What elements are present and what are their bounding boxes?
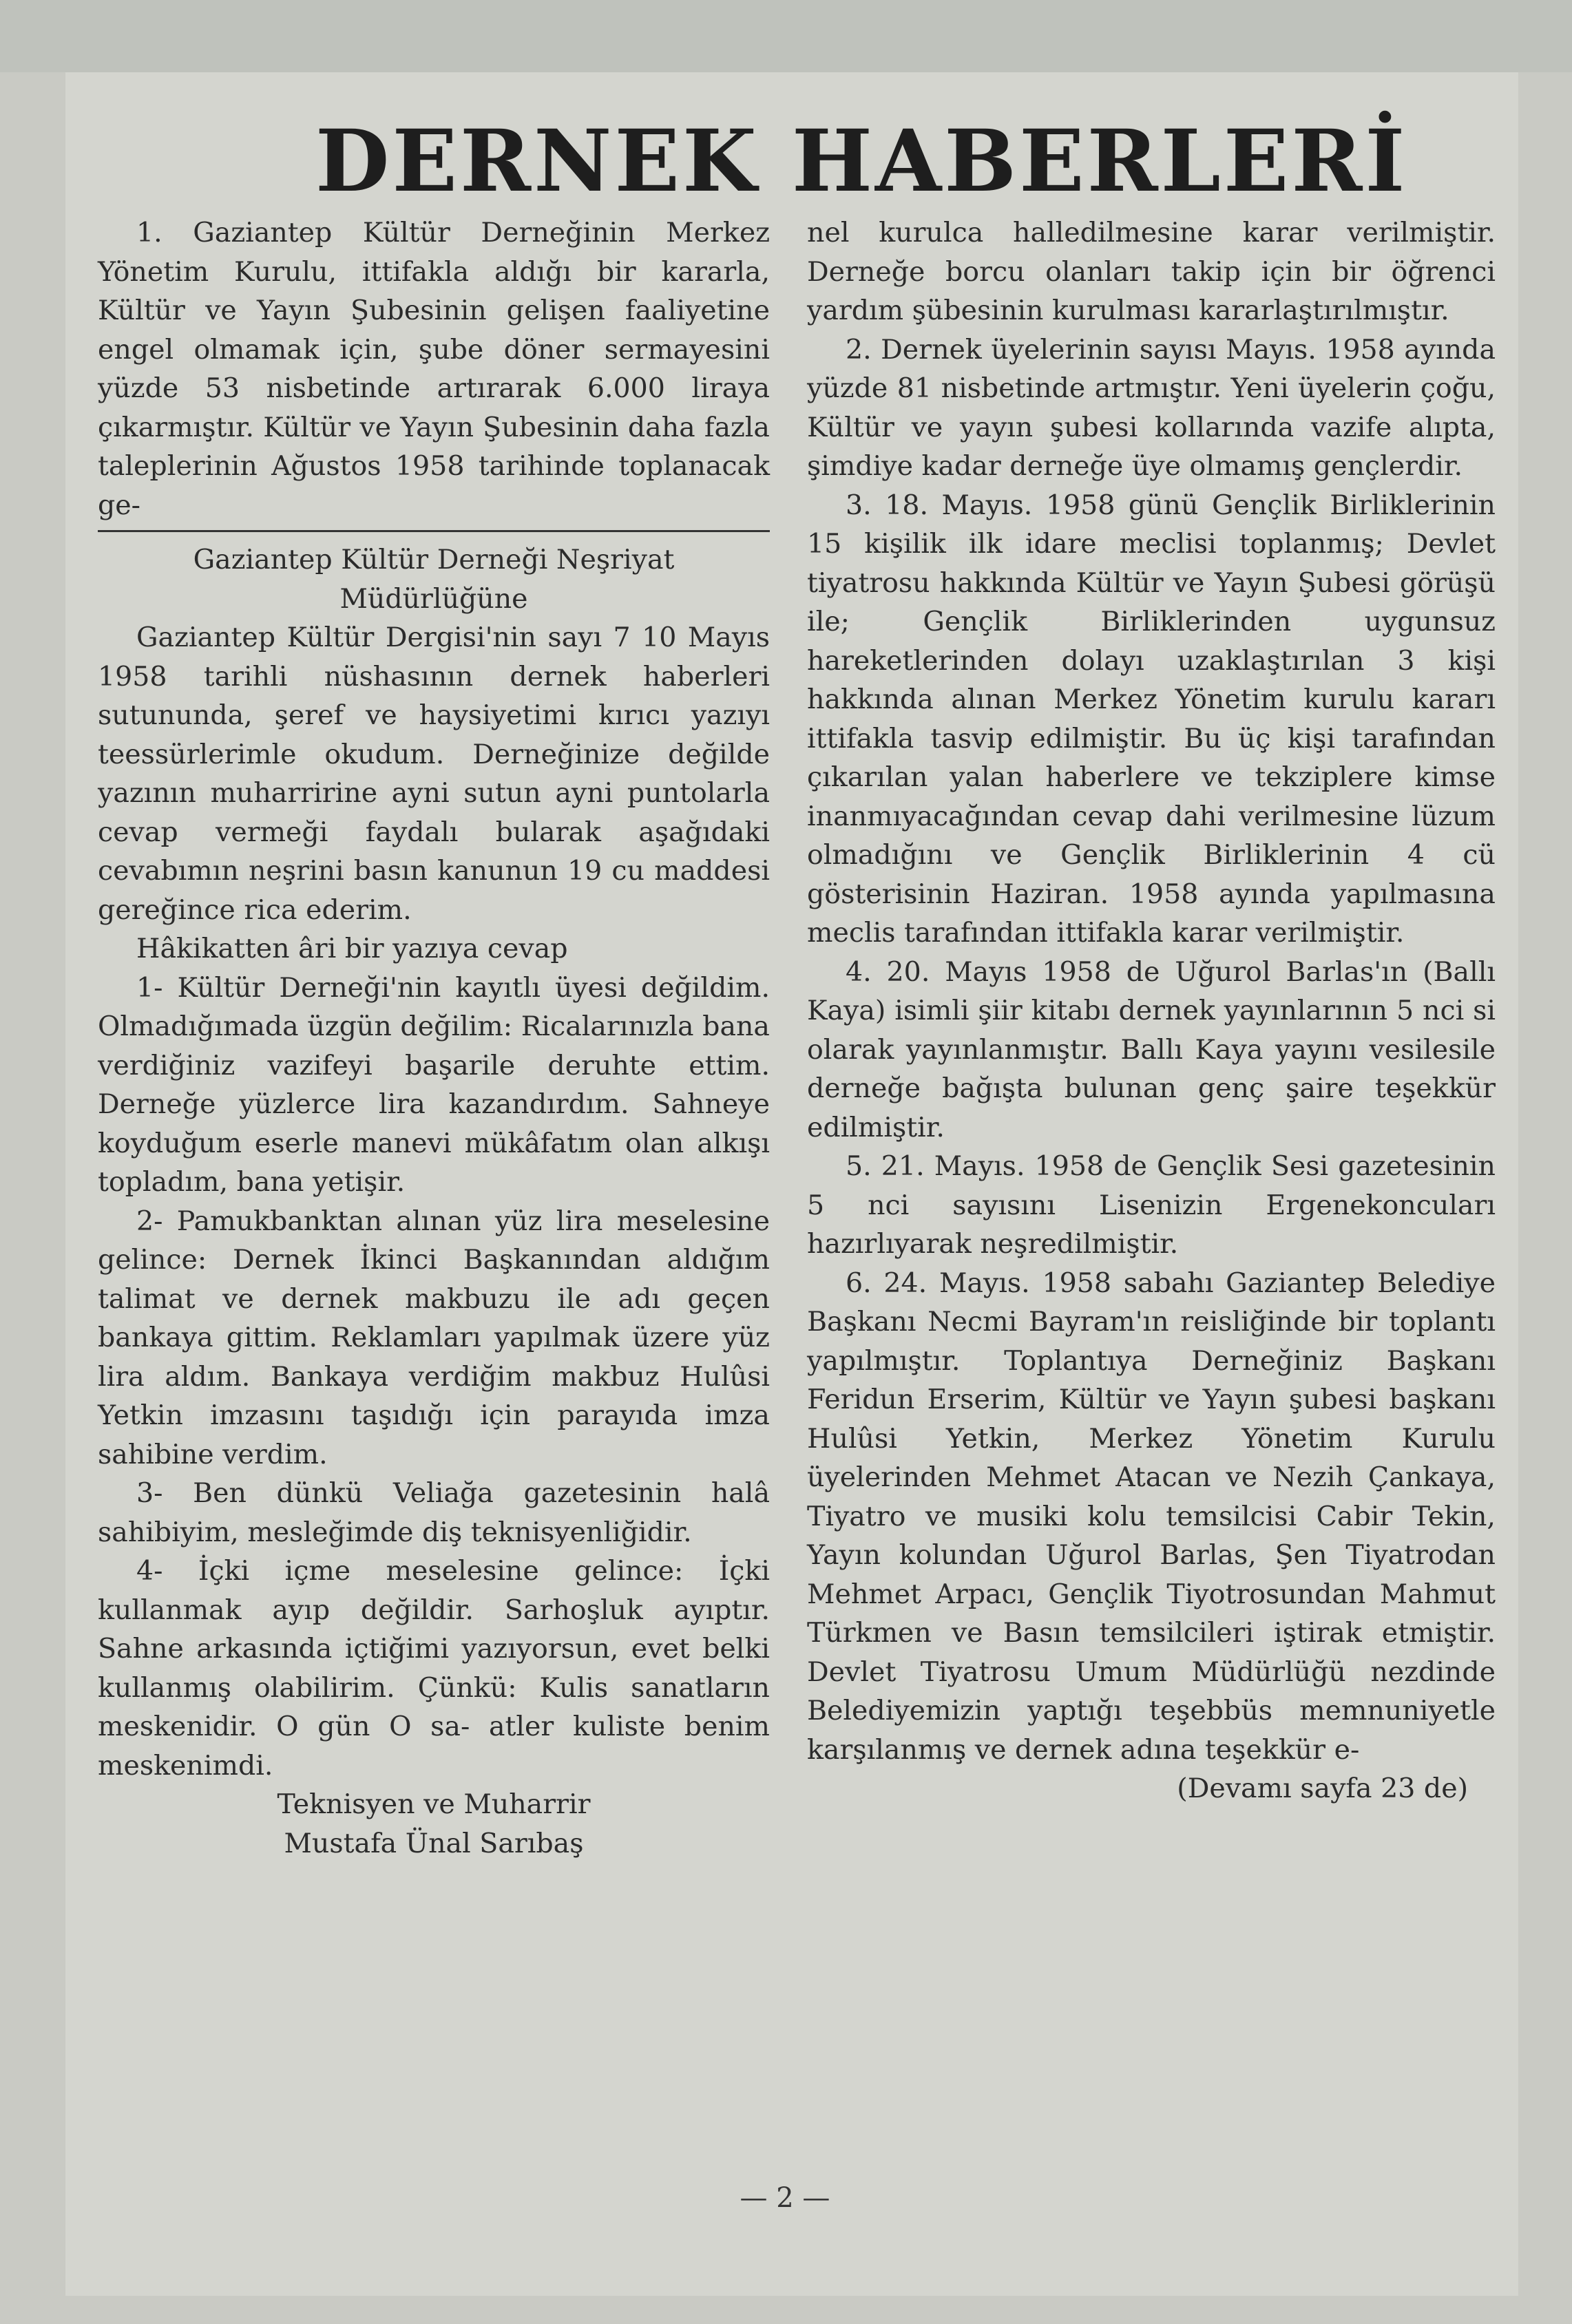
letter-point-1: 1- Kültür Derneği'nin kayıtlı üyesi değildim. Olmadığımada üzgün değilim: Ricalarınızla bana verdiğiniz vazifeyi başarile deruhte ettim. Derneğe yüzlerce lira kazandırdım. Sahneye koyduğum eserle manevi mükâfatım olan alkışı topladım, bana yetişir. [98,971,770,1198]
letter-subtitle: Hâkikatten âri bir yazıya cevap [136,933,568,964]
news-item-1: 1. Gaziantep Kültür Derneğinin Merkez Yönetim Kurulu, ittifakla aldığı bir kararla, Kültür ve Yayın Şubesinin gelişen faaliyetine engel olmamak için, şube döner sermayesini yüzde 53 nisbetinde artırarak 6.000 liraya çıkarmıştır. Kültür ve Yayın Şubesinin daha fazla taleplerinin Ağustos 1958 tarihinde toplanacak ge- [98,217,770,521]
news-item-2: 2. Dernek üyelerinin sayısı Mayıs. 1958 ayında yüzde 81 nisbetinde artmıştır. Yeni üyelerin çoğu, Kültür ve yayın şubesi kollarında vazife alıpta, şimdiye kadar derneğe üye olmamış gençlerdir. [807,333,1496,482]
scan-top-strip [0,0,1572,72]
page-number: — 2 — [740,2182,830,2214]
letter-paragraph: Gaziantep Kültür Dergisi'nin sayı 7 10 Mayıs 1958 tarihli nüshasının dernek haberleri sutununda, şeref ve haysiyetimi kırıcı yazıyı teessürlerimle okudum. Derneğinize değilde yazının muharririne ayni sutun ayni puntolarla cevap vermeği faydalı bularak aşağıdaki cevabımın neşrini basın kanunun 19 cu maddesi gereğince rica ederim. [98,622,770,926]
news-item-1-continued: nel kurulca halledilmesine karar verilmiştir. Derneğe borcu olanları takip için bir öğrenci yardım şübesinin kurulması kararlaştırılmıştır. [807,217,1496,326]
news-item-6: 6. 24. Mayıs. 1958 sabahı Gaziantep Belediye Başkanı Necmi Bayram'ın reisliğinde bir toplantı yapılmıştır. Toplantıya Derneğiniz Başkanı Feridun Erserim, Kültür ve Yayın şubesi başkanı Hulûsi Yetkin, Merkez Yönetim Kurulu üyelerinden Mehmet Atacan ve Nezih Çankaya, Tiyatro ve musiki kolu temsilcisi Cabir Tekin, Yayın kolundan Uğurol Barlas, Şen Tiyatrodan Mehmet Arpacı, Gençlik Tiyotrosundan Mahmut Türkmen ve Basın temsilcileri iştirak etmiştir. Devlet Tiyatrosu Umum Müdürlüğü nezdinde Belediyemizin yaptığı teşebbüs memnuniyetle karşılanmış ve dernek adına teşekkür e- [807,1267,1496,1766]
signature-title: Teknisyen ve Muharrir [277,1788,591,1820]
news-item-5: 5. 21. Mayıs. 1958 de Gençlik Sesi gazetesinin 5 nci sayısını Lisenizin Ergenekoncuları hazırlıyarak neşredilmiştir. [807,1150,1496,1260]
news-item-4: 4. 20. Mayıs 1958 de Uğurol Barlas'ın (Ballı Kaya) isimli şiir kitabı dernek yayınlarının 5 nci si olarak yayınlanmıştır. Ballı Kaya yayını vesilesile derneğe bağışta bulunan genç şaire teşekkür edilmiştir. [807,955,1496,1143]
left-column [98,213,770,1863]
section-divider [98,530,770,532]
continued-note: (Devamı sayfa 23 de) [1177,1773,1468,1804]
letter-heading: Gaziantep Kültür Derneği Neşriyat Müdürlüğüne [193,544,675,615]
letter-point-3: 3- Ben dünkü Veliağa gazetesinin halâ sahibiyim, mesleğimde diş teknisyenliğidir. [98,1477,770,1548]
news-item-3: 3. 18. Mayıs. 1958 günü Gençlik Birliklerinin 15 kişilik ilk idare meclisi toplanmış; Devlet tiyatrosu hakkında Kültür ve Yayın Şubesi görüşü ile; Gençlik Birliklerinden uygunsuz hareketlerinden dolayı uzaklaştırılan 3 kişi hakkında alınan Merkez Yönetim kurulu kararı ittifakla tasvip edilmiştir. Bu üç kişi tarafından çıkarılan yalan haberlere ve tekziplere kimse inanmıyacağından cevap dahi verilmesine lüzum olmadığını ve Gençlik Birliklerinin 4 cü gösterisinin Haziran. 1958 ayında yapılmasına meclis tarafından ittifakla karar verilmiştir. [807,489,1496,949]
page-title: DERNEK HABERLERİ [315,112,1408,211]
letter-point-4: 4- İçki içme meselesine gelince: İçki kullanmak ayıp değildir. Sarhoşluk ayıptır. Sahne arkasında içtiğimi yazıyorsun, evet belki kullanmış olabilirim. Çünkü: Kulis sanatların meskenidir. O gün O sa- atler kuliste benim meskenimdi. [98,1555,770,1782]
right-column [807,213,1496,1808]
signature-name: Mustafa Ünal Sarıbaş [284,1827,584,1859]
letter-point-2: 2- Pamukbanktan alınan yüz lira meselesine gelince: Dernek İkinci Başkanından aldığım talimat ve dernek makbuzu ile adı geçen bankaya gittim. Reklamları yapılmak üzere yüz lira aldım. Bankaya verdiğim makbuz Hulûsi Yetkin imzasını taşıdığı için parayıda imza sahibine verdim. [98,1205,770,1470]
